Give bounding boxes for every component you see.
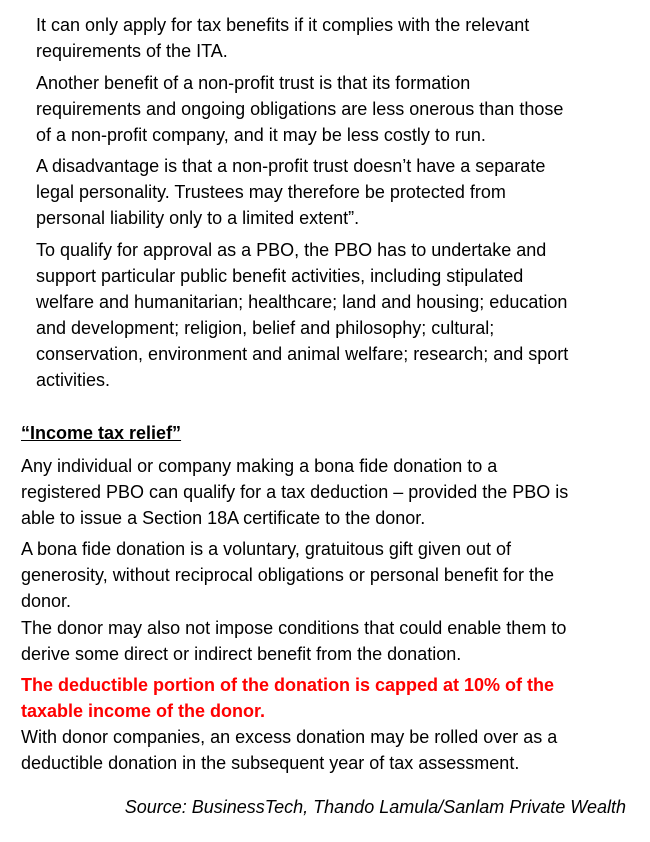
text-line: welfare and humanitarian; healthcare; land and housing; education: [36, 292, 568, 312]
text-line: Another benefit of a non-profit trust is that its formation: [36, 73, 471, 93]
text-line: generosity, without reciprocal obligations or personal benefit for the: [21, 565, 554, 585]
paragraph-trust-benefit: [36, 70, 563, 148]
paragraph-rollover: [21, 724, 557, 776]
text-line: requirements and ongoing obligations are less onerous than those: [36, 99, 564, 119]
text-line: Any individual or company making a bona fide donation to a: [21, 456, 498, 476]
text-line: deductible donation in the subsequent year of tax assessment.: [21, 753, 520, 773]
text-line: of a non-profit company, and it may be less costly to run.: [36, 125, 486, 145]
text-line: registered PBO can qualify for a tax deduction – provided the PBO is: [21, 482, 569, 502]
paragraph-trust-disadvantage: [36, 153, 545, 231]
text-line: legal personality. Trustees may therefore be protected from: [36, 182, 506, 202]
paragraph-donor-conditions: [21, 615, 566, 667]
text-line: able to issue a Section 18A certificate to the donor.: [21, 508, 426, 528]
paragraph-deduction-cap: [21, 672, 554, 724]
text-line: The donor may also not impose conditions that could enable them to: [21, 618, 567, 638]
paragraph-tax-benefits: [36, 12, 529, 64]
text-line: It can only apply for tax benefits if it complies with the relevant: [36, 15, 530, 35]
source-attribution: Source: BusinessTech, Thando Lamula/Sanlam Private Wealth: [124, 797, 626, 817]
text-line: donor.: [21, 591, 72, 611]
text-line: With donor companies, an excess donation may be rolled over as a: [21, 727, 558, 747]
section-heading: “Income tax relief”: [21, 423, 182, 443]
paragraph-donation-deduction: [21, 453, 568, 531]
text-line: derive some direct or indirect benefit from the donation.: [21, 644, 462, 664]
text-line: support particular public benefit activities, including stipulated: [36, 266, 524, 286]
paragraph-bona-fide-definition: [21, 536, 554, 614]
text-line: A disadvantage is that a non-profit trust doesn’t have a separate: [36, 156, 546, 176]
text-line: To qualify for approval as a PBO, the PBO has to undertake and: [36, 240, 547, 260]
text-line: requirements of the ITA.: [36, 41, 228, 61]
text-line: conservation, environment and animal welfare; research; and sport: [36, 344, 569, 364]
text-line: taxable income of the donor.: [21, 701, 266, 721]
text-line: personal liability only to a limited extent”.: [36, 208, 360, 228]
text-line: A bona fide donation is a voluntary, gratuitous gift given out of: [21, 539, 511, 559]
text-line: and development; religion, belief and philosophy; cultural;: [36, 318, 495, 338]
text-line: The deductible portion of the donation is capped at 10% of the: [21, 675, 555, 695]
paragraph-pbo-approval: [36, 237, 568, 393]
text-line: activities.: [36, 370, 111, 390]
